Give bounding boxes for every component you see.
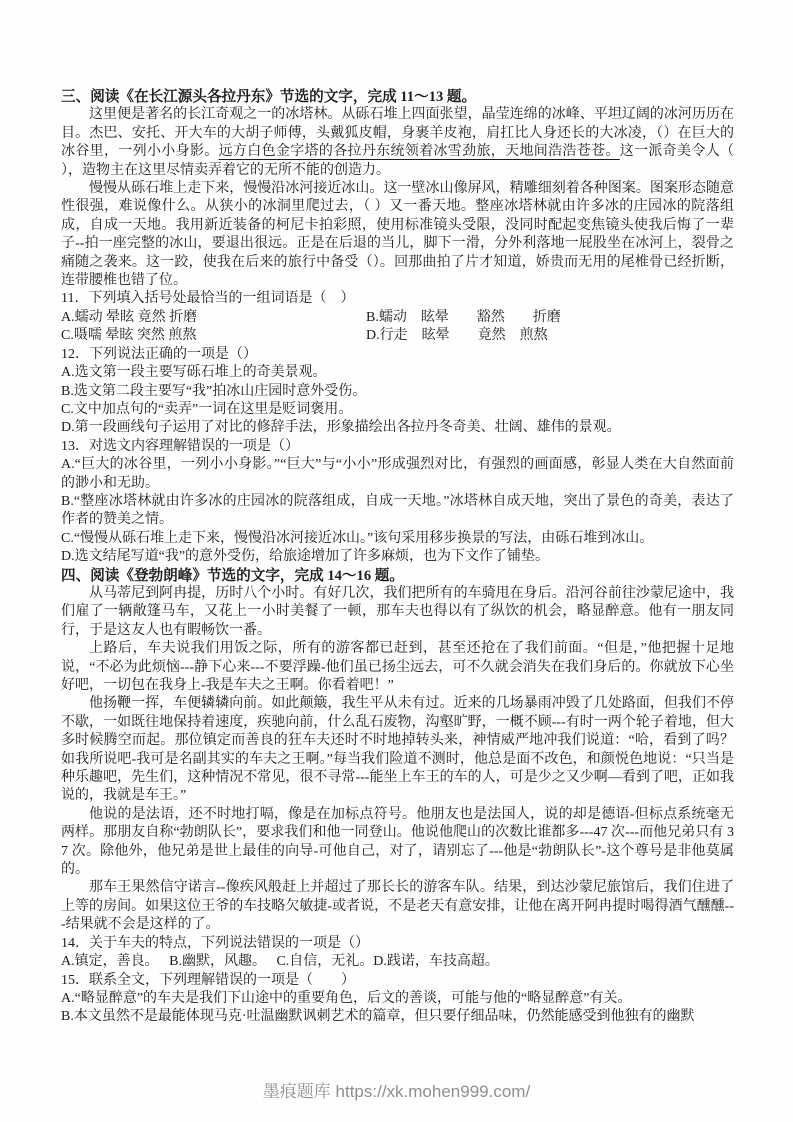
section4-passage-paragraph-3: 他扬鞭一挥，车便辚辚向前。如此颠簸，我生平从未有过。近来的几场暴雨冲毁了几处路面，但我们不停不歇，一如既往地保持着速度，疾驰向前，什么乱石废物，沟壑旷野，一概不顾---有时一两个轮子着地，但大多时候腾空而起。那位镇定而善良的狂车夫还时不时地掉转头来，神情威严地冲我们说道：“哈，看到了吗？如我所说吧-我可是名副其实的车夫之王啊。”每当我们险道不测时，他总是面不改色，和颜悦色地说：“只当是种乐趣吧，先生们，这种情况不常见，很不寻常---能坐上车王的车的人，可是少之又少啊—看到了吧，正如我说的，我就是车王。”: [61, 696, 734, 804]
question-14-options-line: A.镇定，善良。 B.幽默，风趣。 C.自信，无礼。D.践诺，车技高超。: [61, 954, 499, 970]
document-content: [61, 88, 763, 1027]
question-12-option-c: C.文中加点句的“卖弄”一词在这里是贬词褒用。: [61, 401, 353, 417]
question-12-option-d: D.第一段画线句子运用了对比的修辞手法，形象描绘出各拉丹冬奇美、壮阔、雄伟的景观。: [61, 420, 621, 436]
question-11-options-row-2: [61, 327, 734, 345]
question-14-stem: 14．关于车夫的特点，下列说法错误的一项是（）: [61, 935, 369, 951]
section4-passage-paragraph-4: 他说的是法语，还不时地打嗝，像是在加标点符号。他朋友也是法国人，说的却是德语-但标点系统毫无两样。那朋友自称“勃朗队长”，要求我们和他一同登山。他说他爬山的次数比谁都多---47 次---而他兄弟只有 37 次。除他外，他兄弟是世上最佳的向导-可他自己，对了，请别忘了---他是“勃朗队长”-这个尊号是非他莫属的。: [61, 806, 734, 878]
passage1-text-after-underline: 这一派奇美令人（ ），造物主在这里尽情卖弄着它的无所不能的创造力。: [61, 144, 763, 178]
section4-passage-paragraph-2: 上路后，车夫说我们用饭之际，所有的游客都已赶到，甚至还抢在了我们前面。“但是，”他把握十足地说，“不必为此烦恼---静下心来---不要浮躁-他们虽已扬尘远去，可不久就会消失在我们身后的。你就放下心坐好吧，一切包在我身上-我是车夫之王啊。你看着吧！”: [61, 641, 734, 693]
passage1-underlined-sentence: 远方白色金字塔的各拉丹东统领着冰雪劲旅，天地间浩浩苍苍。: [218, 144, 620, 160]
question-15-option-b: B.本文虽然不是最能体现马克·吐温幽默讽刺艺术的篇章，但只要仔细品味，仍然能感受到他独有的幽默: [61, 1009, 695, 1025]
question-12-stem: 12．下列说法正确的一项是（）: [61, 346, 257, 362]
question-13-option-c: C.“慢慢从砾石堆上走下来，慢慢沿冰河接近冰山。”该句采用移步换景的写法，由砾石堆到冰山。: [61, 530, 654, 546]
question-11-option-d: D.行走 眩晕 竟然 煎熬: [366, 328, 548, 344]
question-12-option-b: B.选文第二段主要写“我”拍冰山庄园时意外受伤。: [61, 383, 367, 399]
question-11-options-row-1: [61, 309, 734, 327]
question-13-option-d: D.选文结尾写道“我”的意外受伤，给旅途增加了许多麻烦，也为下文作了铺垫。: [61, 549, 550, 565]
question-15-stem: 15．联系全文，下列理解错误的一项是（ ）: [61, 972, 355, 988]
question-11-option-b: B.蠕动 眩晕 豁然 折磨: [366, 309, 561, 325]
watermark-site-footer: 墨痕题库 https://xk.mohen999.com/: [262, 1082, 531, 1101]
question-11-stem: 11．下列填入括号处最恰当的一组词语是（ ）: [61, 291, 355, 307]
question-13-option-b: B.“整座冰塔林就由许多冰的庄园冰的院落组成，自成一天地。”冰塔林自成天地，突出了景色的奇美，表达了作者的赞美之情。: [61, 493, 734, 528]
section3-passage-paragraph-1: [61, 106, 763, 180]
question-11-option-c: C.嗫嚅 晕眩 突然 煎熬: [61, 328, 197, 344]
question-13-option-a: A.“巨大的冰谷里，一列小小身影。”“巨大”与“小小”形成强烈对比，有强烈的画面感，彰显人类在大自然面前的渺小和无助。: [61, 457, 734, 491]
question-11-option-a: A.蠕动 晕眩 竟然 折磨: [61, 309, 198, 325]
question-13-stem: 13．对选文内容理解错误的一项是（）: [61, 438, 299, 454]
section4-passage-paragraph-1: 从马蒂尼到阿冉提，历时八个小时。有好几次，我们把所有的车骑甩在身后。沿河谷前往沙蒙尼途中，我们雇了一辆敞篷马车，又花上一小时美餐了一顿，那车夫也得以有了纵饮的机会，略显醉意。他有一朋友同行，于是这友人也有暇畅饮一番。: [61, 585, 734, 638]
section3-heading: 三、阅读《在长江源头各拉丹东》节选的文字，完成 11～13 题。: [61, 89, 477, 105]
section3-passage-paragraph-2: 慢慢从砾石堆上走下来，慢慢沿冰河接近冰山。这一壁冰山像屏风，精雕细刻着各种图案。图案形态随意性很强，难说像什么。从狭小的冰洞里爬过去，（ ）又一番天地。整座冰塔林就由许多冰的庄园冰的院落组成，自成一天地。我用新近装备的柯尼卡拍彩照，使用标准镜头受限，没同时配起变焦镜头使我后悔了一辈子--拍一座完整的冰山，要退出很远。正是在后退的当儿，脚下一滑，分外利落地一屁股坐在冰河上，裂骨之痛随之袭来。这一跤，使我在后来的旅行中备受（）。回那曲拍了片才知道，娇贵而无用的尾椎骨已经折断，连带腰椎也错了位。: [61, 181, 734, 289]
section4-heading: 四、阅读《登勃朗峰》节选的文字，完成 14～16 题。: [61, 567, 404, 584]
passage1-text-before-underline: 这里便是著名的长江奇观之一的冰塔林。从砾石堆上四面张望，晶莹连绵的冰峰、平坦辽阔的冰河历历在目。杰巴、安托、开大车的大胡子师傅，头戴狐皮帽，身裹羊皮袍，肩扛比人身还长的大冰凌，（）在巨大的冰谷里，一列小小身影。: [61, 107, 734, 160]
section4-passage-paragraph-5: 那车王果然信守诺言--像疾风般赶上并超过了那长长的游客车队。结果，到达沙蒙尼旅馆后，我们住进了上等的房间。如果这位王爷的车技略欠敏捷-或者说，不是老天有意安排，让他在离开阿冉提时喝得酒气醺醺---结果就不会是这样的了。: [61, 880, 734, 933]
question-12-option-a: A.选文第一段主要写砾石堆上的奇美景观。: [61, 365, 327, 381]
question-15-option-a: A.“略显醉意”的车夫是我们下山途中的重要角色，后文的善谈，可能与他的“略显醉意”有关。: [61, 990, 632, 1006]
